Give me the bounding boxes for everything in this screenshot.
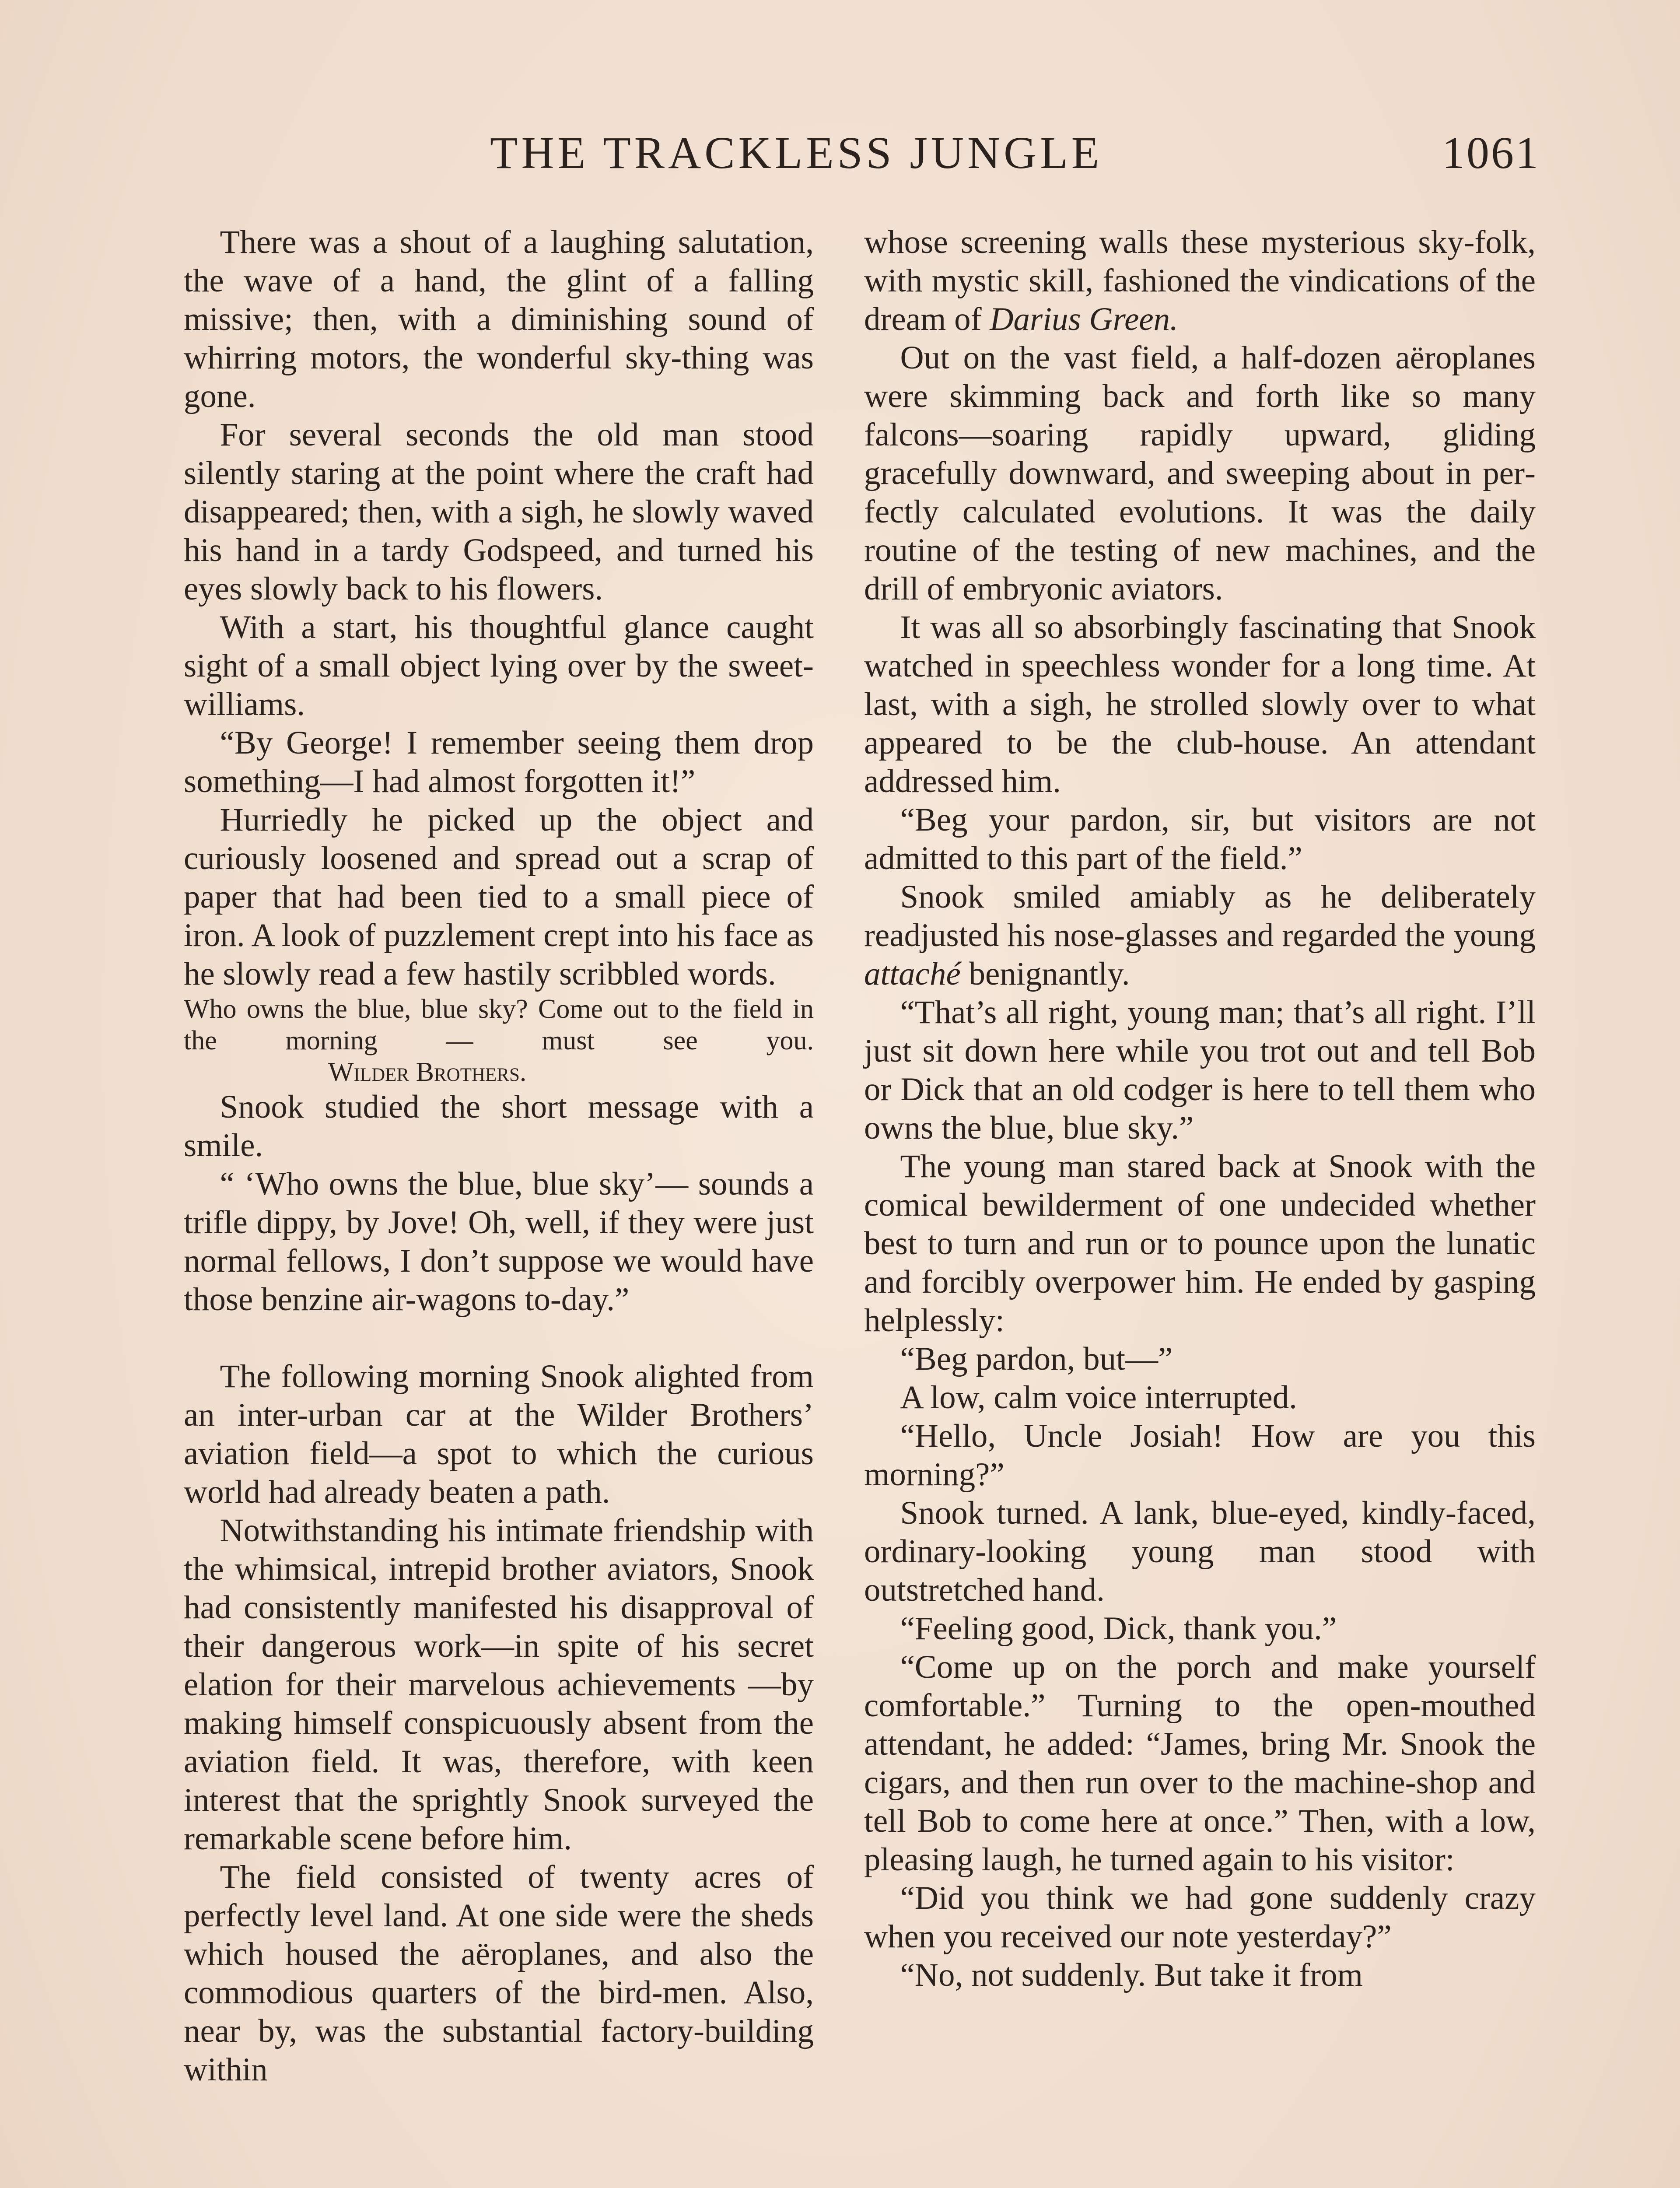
text-run: benignantly. [960,956,1130,992]
paragraph: “Beg pardon, but—” [900,1341,1173,1377]
page-header [490,127,1540,193]
note-signature: Wilder Brothers. [328,1057,527,1087]
scribbled-note [184,993,814,1088]
paragraph: Snook turned. A lank, blue-eyed, kindly-faced, ordinary-looking young man stood with outstretched hand. [864,1495,1536,1608]
paragraph-continuation [864,223,1536,339]
paragraph: “Did you think we had gone suddenly crazy when you received our note yesterday?” [864,1880,1536,1955]
paragraph: With a start, his thoughtful glance caught sight of a small object lying over by the sweet-williams. [184,609,814,722]
paragraph [864,878,1536,993]
left-column [184,223,814,2089]
paragraph: There was a shout of a laughing salutation, the wave of a hand, the glint of a falling missive; then, with a diminishing sound of whirring motors, the wonderful sky-thing was gone. [184,224,814,414]
paragraph: The young man stared back at Snook with the comical bewilderment of one undecided whether best to turn and run or to pounce upon the lunatic and forcibly overpower him. He ended by gasping helplessly: [864,1148,1536,1339]
right-column [864,223,1536,1995]
paragraph: “Come up on the porch and make yourself comfortable.” Turning to the open-mouthed attendant, he added: “James, bring Mr. Snook the cigars, and then run over to the machine-shop and tell Bob to come here at once.” Then, with a low, pleasing laugh, he turned again to his visitor: [864,1649,1536,1878]
paragraph: Notwithstanding his intimate friendship with the whimsical, intrepid brother aviators, Snook had consistently manifested his disapproval of their dangerous work—in spite of his secret elation for their marvelous achievements —by making himself conspicuously absent from the aviation field. It was, therefore, with keen interest that the sprightly Snook surveyed the remarkable scene before him. [184,1512,814,1857]
italic-text: Darius Green. [990,301,1178,337]
text-run: Snook smiled amiably as he deliberately readjusted his nose-glasses and regarded the young [864,879,1536,954]
text-run: whose screening walls these mysterious sky-folk, with mystic skill, fashioned the vindications of the dream of [864,224,1536,337]
paragraph: It was all so absorbingly fascinating that Snook watched in speechless wonder for a long time. At last, with a sigh, he strolled slowly over to what appeared to be the club-house. An attendant addressed him. [864,609,1536,799]
paragraph: “Feeling good, Dick, thank you.” [900,1610,1337,1647]
paragraph: A low, calm voice interrupted. [900,1379,1297,1416]
paragraph: For several seconds the old man stood silently staring at the point where the craft had disappeared; then, with a sigh, he slowly waved his hand in a tardy Godspeed, and turned his eyes slowly back to his flowers. [184,417,814,607]
running-title: THE TRACKLESS JUNGLE [490,128,1103,178]
paragraph: The following morning Snook alighted from an inter-urban car at the Wilder Brothers’ aviation field—a spot to which the curious world had already beaten a path. [184,1358,814,1510]
note-text: Who owns the blue, blue sky? Come out to the field in the morning — must see you. [184,994,814,1055]
paragraph: “That’s all right, young man; that’s all right. I’ll just sit down here while you trot out and tell Bob or Dick that an old codger is here to tell them who owns the blue, blue sky.” [864,994,1536,1146]
paragraph: “Hello, Uncle Josiah! How are you this morning?” [864,1418,1536,1493]
paragraph: “No, not suddenly. But take it from [900,1957,1363,1993]
page-number: 1061 [1442,128,1540,178]
paragraph: Hurriedly he picked up the object and curiously loosened and spread out a scrap of paper that had been tied to a small piece of iron. A look of puzzlement crept into his face as he slowly read a few hastily scribbled words. [184,802,814,992]
paragraph: Snook studied the short message with a smile. [184,1089,814,1164]
paragraph: Out on the vast field, a half-dozen aëroplanes were skimming back and forth like so many falcons—soaring rapidly upward, gliding gracefully downward, and sweeping about in perfectly calculated evolutions. It was the daily routine of the testing of new machines, and the drill of embryonic aviators. [864,340,1536,607]
italic-text: attaché [864,956,961,992]
paragraph: “ ‘Who owns the blue, blue sky’— sounds a trifle dippy, by Jove! Oh, well, if they were just normal fellows, I don’t suppose we would have those benzine air-wagons to-day.” [184,1166,814,1318]
paragraph: “Beg your pardon, sir, but visitors are not admitted to this part of the field.” [864,802,1536,877]
paragraph: “By George! I remember seeing them drop something—I had almost forgotten it!” [184,725,814,799]
paragraph: The field consisted of twenty acres of perfectly level land. At one side were the sheds which housed the aëroplanes, and also the commodious quarters of the bird-men. Also, near by, was the substantial factory-building within [184,1859,814,2088]
